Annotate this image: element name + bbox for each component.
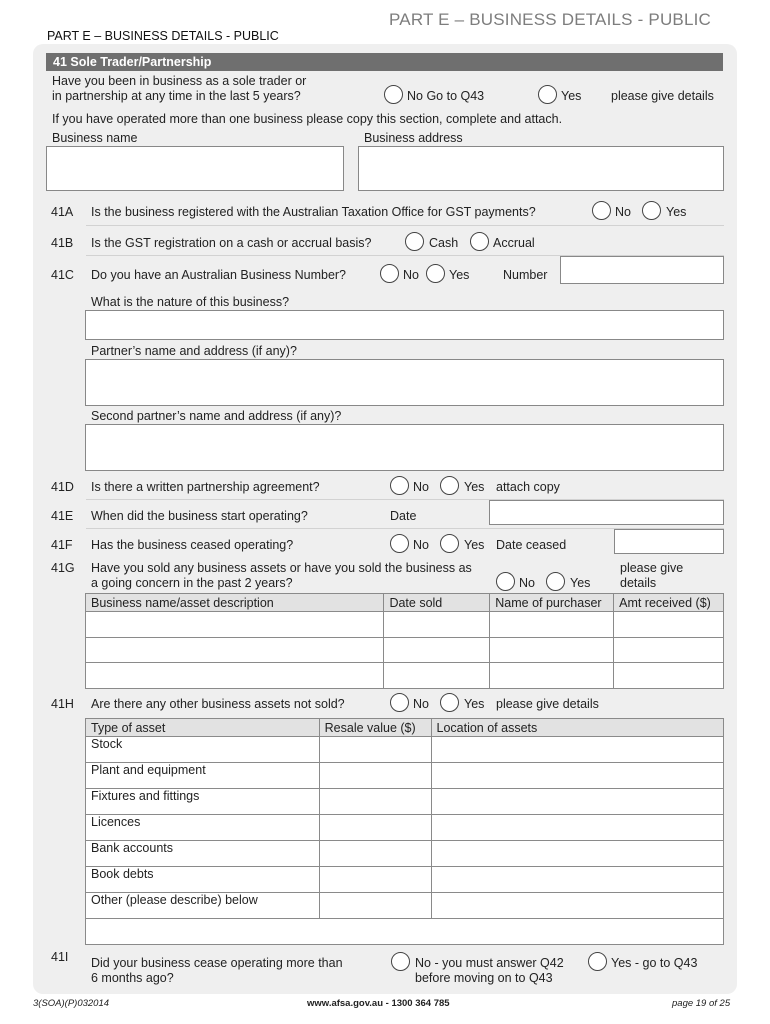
q41g-number: 41G xyxy=(51,561,75,575)
asset-row-label: Plant and equipment xyxy=(86,763,320,789)
q41f-no-label: No xyxy=(413,538,429,552)
start-date-field[interactable] xyxy=(489,500,724,525)
table-cell[interactable] xyxy=(319,789,431,815)
partner-field[interactable] xyxy=(85,359,724,406)
q41f-text: Has the business ceased operating? xyxy=(91,538,294,552)
second-partner-field[interactable] xyxy=(85,424,724,471)
table-cell[interactable] xyxy=(384,638,490,663)
q41a-yes-radio[interactable] xyxy=(642,201,661,220)
table-cell[interactable] xyxy=(431,737,724,763)
intro-question-line1: Have you been in business as a sole trader or xyxy=(52,74,307,88)
table-cell[interactable] xyxy=(431,867,724,893)
col-amt-received: Amt received ($) xyxy=(614,594,724,612)
footer-contact: www.afsa.gov.au - 1300 364 785 xyxy=(307,998,450,1009)
table-cell[interactable] xyxy=(319,867,431,893)
q41c-yes-label: Yes xyxy=(449,268,470,282)
q41e-text: When did the business start operating? xyxy=(91,509,308,523)
business-address-label: Business address xyxy=(364,131,463,145)
table-cell[interactable] xyxy=(86,612,384,638)
col-name-of-purchaser: Name of purchaser xyxy=(490,594,614,612)
q41b-accrual-label: Accrual xyxy=(493,236,535,250)
business-name-field[interactable] xyxy=(46,146,344,191)
table-cell[interactable] xyxy=(431,763,724,789)
table-cell[interactable] xyxy=(490,638,614,663)
q41h-yes-radio[interactable] xyxy=(440,693,459,712)
q41i-number: 41I xyxy=(51,950,69,964)
q41g-note-line2: details xyxy=(620,576,657,590)
table-cell[interactable] xyxy=(384,612,490,638)
q41a-no-label: No xyxy=(615,205,631,219)
col-resale-value: Resale value ($) xyxy=(319,719,431,737)
table-cell[interactable] xyxy=(614,663,724,689)
q41a-number: 41A xyxy=(51,205,74,219)
q41f-yes-radio[interactable] xyxy=(440,534,459,553)
table-cell[interactable] xyxy=(319,893,431,919)
q41c-no-radio[interactable] xyxy=(380,264,399,283)
intro-yes-radio[interactable] xyxy=(538,85,557,104)
intro-question-line2: in partnership at any time in the last 5 years? xyxy=(52,89,301,103)
q41c-number: 41C xyxy=(51,268,74,282)
q41a-no-radio[interactable] xyxy=(592,201,611,220)
section-title: 41 Sole Trader/Partnership xyxy=(46,53,723,71)
ceased-date-field[interactable] xyxy=(614,529,724,554)
table-cell[interactable] xyxy=(86,638,384,663)
copy-note: If you have operated more than one business please copy this section, complete and attach. xyxy=(52,112,563,126)
q41b-cash-label: Cash xyxy=(429,236,459,250)
business-address-field[interactable] xyxy=(358,146,724,191)
intro-yes-label: Yes xyxy=(561,89,582,103)
table-cell[interactable] xyxy=(614,612,724,638)
abn-number-field[interactable] xyxy=(560,256,724,284)
other-description-cell[interactable] xyxy=(86,919,724,945)
table-cell[interactable] xyxy=(431,815,724,841)
q41f-yes-label: Yes xyxy=(464,538,485,552)
table-cell[interactable] xyxy=(431,893,724,919)
q41f-number: 41F xyxy=(51,538,73,552)
asset-row-label: Book debts xyxy=(86,867,320,893)
q41d-no-radio[interactable] xyxy=(390,476,409,495)
q41g-yes-radio[interactable] xyxy=(546,572,565,591)
q41d-note: attach copy xyxy=(496,480,560,494)
table-cell[interactable] xyxy=(384,663,490,689)
col-business-name: Business name/asset description xyxy=(86,594,384,612)
intro-no-label: No Go to Q43 xyxy=(407,89,485,103)
q41d-no-label: No xyxy=(413,480,429,494)
q41g-text-line1: Have you sold any business assets or have you sold the business as xyxy=(91,561,472,575)
table-cell[interactable] xyxy=(614,638,724,663)
table-cell[interactable] xyxy=(319,763,431,789)
q41f-note: Date ceased xyxy=(496,538,567,552)
q41i-yes-radio[interactable] xyxy=(588,952,607,971)
q41c-text: Do you have an Australian Business Number? xyxy=(91,268,347,282)
q41f-no-radio[interactable] xyxy=(390,534,409,553)
nature-label: What is the nature of this business? xyxy=(91,295,290,309)
q41i-yes-label: Yes - go to Q43 xyxy=(611,956,698,970)
table-cell[interactable] xyxy=(86,663,384,689)
other-assets-table xyxy=(85,718,724,945)
q41g-text-line2: a going concern in the past 2 years? xyxy=(91,576,293,590)
footer-page-number: page 19 of 25 xyxy=(672,998,731,1009)
table-cell[interactable] xyxy=(431,789,724,815)
q41c-no-label: No xyxy=(403,268,419,282)
q41h-no-label: No xyxy=(413,697,429,711)
q41h-text: Are there any other business assets not sold? xyxy=(91,697,345,711)
q41h-no-radio[interactable] xyxy=(390,693,409,712)
q41e-date-label: Date xyxy=(390,509,417,523)
q41g-no-label: No xyxy=(519,576,535,590)
intro-yes-note: please give details xyxy=(611,89,714,103)
q41b-cash-radio[interactable] xyxy=(405,232,424,251)
table-cell[interactable] xyxy=(490,612,614,638)
q41h-yes-label: Yes xyxy=(464,697,485,711)
col-type-of-asset: Type of asset xyxy=(86,719,320,737)
business-name-label: Business name xyxy=(52,131,138,145)
abn-number-label: Number xyxy=(503,268,548,282)
asset-row-label: Stock xyxy=(86,737,320,763)
page-header-subtitle: PART E – BUSINESS DETAILS - PUBLIC xyxy=(47,29,279,43)
q41b-accrual-radio[interactable] xyxy=(470,232,489,251)
q41d-text: Is there a written partnership agreement? xyxy=(91,480,320,494)
second-partner-label: Second partner’s name and address (if any)? xyxy=(91,409,342,423)
q41i-no-label-line2: before moving on to Q43 xyxy=(415,971,553,985)
q41h-number: 41H xyxy=(51,697,74,711)
intro-no-radio[interactable] xyxy=(384,85,403,104)
q41d-number: 41D xyxy=(51,480,74,494)
q41g-no-radio[interactable] xyxy=(496,572,515,591)
table-cell[interactable] xyxy=(490,663,614,689)
q41d-yes-radio[interactable] xyxy=(440,476,459,495)
q41i-no-label-line1: No - you must answer Q42 xyxy=(415,956,564,970)
assets-sold-table xyxy=(85,593,724,689)
q41h-note: please give details xyxy=(496,697,599,711)
asset-row-label: Fixtures and fittings xyxy=(86,789,320,815)
table-cell[interactable] xyxy=(431,841,724,867)
col-location-of-assets: Location of assets xyxy=(431,719,724,737)
q41b-text: Is the GST registration on a cash or accrual basis? xyxy=(91,236,372,250)
q41d-yes-label: Yes xyxy=(464,480,485,494)
q41c-yes-radio[interactable] xyxy=(426,264,445,283)
table-cell[interactable] xyxy=(319,815,431,841)
asset-row-label: Other (please describe) below xyxy=(86,893,320,919)
q41a-text: Is the business registered with the Australian Taxation Office for GST payments? xyxy=(91,205,536,219)
footer-form-code: 3(SOA)(P)032014 xyxy=(33,998,110,1009)
q41i-text-line1: Did your business cease operating more than xyxy=(91,956,343,970)
asset-row-label: Licences xyxy=(86,815,320,841)
page-header-title: PART E – BUSINESS DETAILS - PUBLIC xyxy=(389,10,712,29)
nature-field[interactable] xyxy=(85,310,724,340)
col-date-sold: Date sold xyxy=(384,594,490,612)
q41a-yes-label: Yes xyxy=(666,205,687,219)
q41e-number: 41E xyxy=(51,509,74,523)
q41i-no-radio[interactable] xyxy=(391,952,410,971)
asset-row-label: Bank accounts xyxy=(86,841,320,867)
q41i-text-line2: 6 months ago? xyxy=(91,971,174,985)
q41b-number: 41B xyxy=(51,236,74,250)
table-cell[interactable] xyxy=(319,841,431,867)
q41g-yes-label: Yes xyxy=(570,576,591,590)
q41g-note-line1: please give xyxy=(620,561,684,575)
table-cell[interactable] xyxy=(319,737,431,763)
partner-label: Partner’s name and address (if any)? xyxy=(91,344,297,358)
divider xyxy=(86,225,724,226)
